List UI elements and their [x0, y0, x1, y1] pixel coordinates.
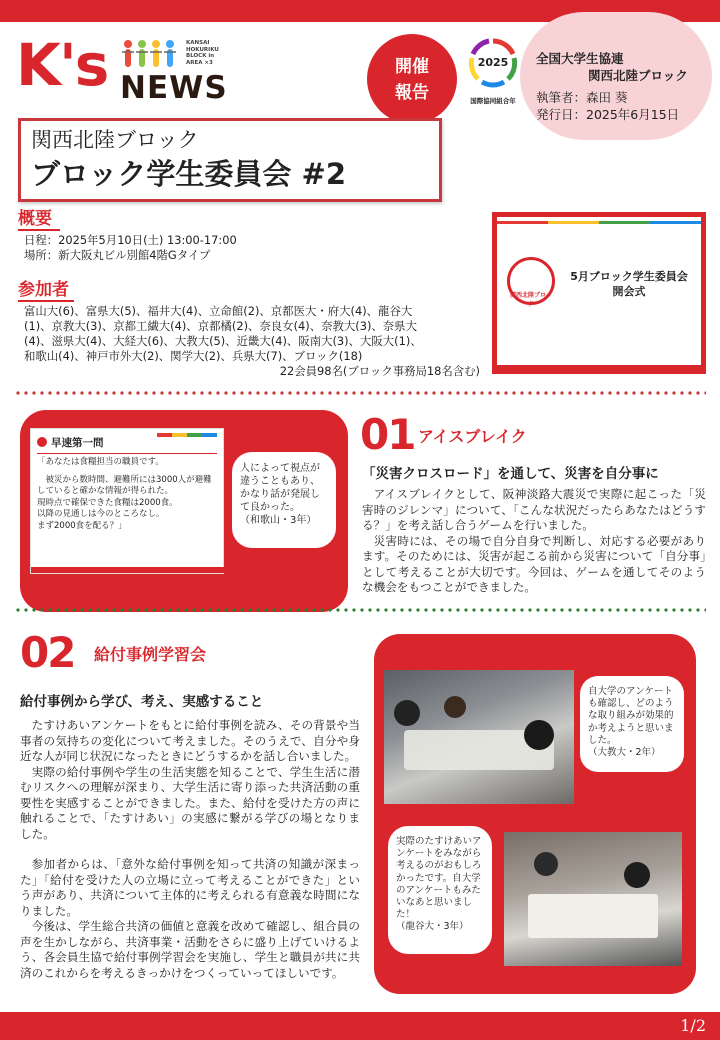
- workshop-photo-2: [504, 832, 682, 966]
- quiz-line: 被災から数時間、避難所には3000人が避難していると確かな情報が得られた。: [37, 474, 212, 496]
- section2-paragraph: たすけあいアンケートをもとに給付事例を読み、その背景や当事者の気持ちの変化について考えました。そのうえで、自分や身近な人が同じ状況になったときにどうするかを話し合いました。: [20, 718, 360, 763]
- section2-paragraph: [20, 842, 360, 857]
- participants-heading-wrap: [18, 280, 74, 302]
- quiz-title-text: 早速第一問: [51, 437, 104, 449]
- quiz-title: [37, 435, 217, 450]
- title-line2: ブロック学生委員会 #2: [31, 157, 346, 191]
- bottom-bar: [0, 1012, 720, 1040]
- expo-year: 2025: [477, 56, 509, 69]
- quiz-line: まず2000食を配る？」: [37, 520, 127, 531]
- participants-line: 富山大(6)、富県大(5)、福井大(4)、立命館(2)、京都医大・府大(4)、龍谷大: [24, 304, 413, 318]
- title-box: [18, 118, 442, 202]
- badge-line1: 開催: [395, 57, 429, 77]
- comment-bubble-1: 人によって視点が違うこともあり、かなり話が発展して良かった。 （和歌山・3年）: [232, 452, 336, 548]
- page-number: 1/2: [680, 1016, 706, 1035]
- slide-canvas: [497, 217, 701, 369]
- photo1-person: [524, 720, 554, 750]
- participants-line: (4)、滋県大(4)、大経大(6)、大教大(5)、近畿大(4)、阪南大(3)、大阪大(1)、: [24, 334, 422, 348]
- section2-subtitle: 給付事例から学び、考え、実感すること: [20, 694, 264, 710]
- quiz-body: [37, 453, 217, 532]
- divider-dots-red: [14, 391, 706, 395]
- section1-paragraph: 災害時には、その場で自分自身で判断し、対応する必要があります。そのためには、災害が起こる前から災害について「自分事」として考えることが大切です。今回は、ゲームを通してそのような機会をもつことができました。: [362, 533, 706, 594]
- badge-line2: 報告: [395, 83, 429, 103]
- overview-details: [24, 233, 464, 263]
- report-badge: [367, 34, 457, 124]
- section1-body: [362, 487, 706, 596]
- overview-place: 場所：新大阪丸ビル別館4階Gタイプ: [24, 248, 211, 262]
- comment-bubble-2: 自大学のアンケートも確認し、どのような取り組みが効果的か考えようと思いました。 （大教大・2年）: [580, 676, 684, 772]
- section1-subtitle: 「災害クロスロード」を通して、災害を自分事に: [362, 466, 659, 482]
- slide-title: [561, 269, 697, 299]
- photo2-person: [534, 852, 558, 876]
- section2-paragraph: 今後は、学生総合共済の価値と意義を改めて確認し、組合員の声を生かしながら、共済事業・活動をさらに盛り上げていけるよう、各会員生協で給付事例学習会を実施し、学生と職員が共に共済のこれからを考えるきっかけをつくっていってほしいです。: [20, 919, 360, 980]
- slide-logo: [507, 257, 555, 308]
- comment-bubble-3: 実際のたすけあいアンケートをみながら考えるのがおもしろかったです。自大学のアンケートもみたいなあと思いました！ （龍谷大・3年）: [388, 826, 492, 954]
- author: 執筆者：森田 葵: [536, 90, 628, 105]
- photo2-person: [624, 862, 650, 888]
- publisher-org: [536, 50, 688, 84]
- issue-date: 発行日：2025年6月15日: [536, 107, 680, 122]
- section1-number: 01: [360, 410, 415, 459]
- section1-paragraph: アイスブレイクとして、阪神淡路大震災で実際に起こった「災害時のジレンマ」について、「こんな状況だったらあなたはどうする？」を考え話し合うゲームを行いました。: [362, 487, 706, 532]
- opening-slide-photo: [492, 212, 706, 374]
- people-logo-icon: [120, 38, 184, 74]
- quiz-line: 以降の見通しは今のところなし。: [37, 509, 165, 519]
- logo-ks: K's: [16, 31, 108, 99]
- photo1-person: [444, 696, 466, 718]
- publisher-meta: [536, 89, 679, 123]
- org-line2: 関西北陸ブロック: [588, 68, 688, 83]
- quiz-footer-bar: [31, 567, 225, 573]
- divider-dots-green: [14, 608, 706, 612]
- slide-logo-caption: 関西北陸ブロック: [510, 292, 552, 308]
- participants-line: 和歌山(4)、神戸市外大(2)、関学大(2)、兵県大(7)、ブロック(18): [24, 349, 363, 363]
- section2-title: 給付事例学習会: [94, 645, 207, 664]
- photo2-table: [528, 894, 658, 938]
- title-line1: 関西北陸ブロック: [31, 128, 199, 152]
- participants-list: [24, 304, 484, 379]
- photo1-person: [394, 700, 420, 726]
- participants-heading: 参加者: [18, 280, 74, 302]
- quiz-slide: [30, 428, 224, 574]
- section2-paragraph: 実際の給付事例や学生の生活実態を知ることで、学生生活に潜むリスクへの理解が深まり、大学生活に寄り添った共済活動の重要性を実感することができました。また、給付を受けた方の声に触れることで、「たすけあい」の実感に繋がる学びの場となりました。: [20, 764, 360, 841]
- expo-caption: 国際協同組合年: [470, 97, 516, 105]
- slide-title-line1: 5月ブロック学生委員会: [570, 270, 688, 283]
- slide-stripe: [497, 221, 701, 224]
- participants-line: (1)、京教大(3)、京都工繊大(4)、京都橘(2)、奈良女(4)、奈教大(3)、奈県大: [24, 319, 417, 333]
- section1-title: アイスブレイク: [418, 427, 527, 446]
- quiz-logo-icon: [37, 437, 47, 447]
- logo-news: NEWS: [120, 70, 228, 106]
- workshop-photo-1: [384, 670, 574, 804]
- section2-paragraph: 参加者からは、「意外な給付事例を知って共済の知識が深まった」「給付を受けた人の立場に立って考えることができた」という声があり、共済について主体的に考えられる有意義な時間になりました。: [20, 857, 360, 918]
- org-line1: 全国大学生協連: [536, 51, 624, 66]
- section2-body: [20, 718, 360, 981]
- quiz-line: 現時点で確保できた食糧は2000食。: [37, 497, 178, 508]
- overview-date: 日程：2025年5月10日(土) 13:00-17:00: [24, 233, 237, 247]
- quiz-line: 「あなたは食糧担当の職員です。: [37, 457, 164, 467]
- section2-number: 02: [20, 628, 75, 677]
- overview-heading: 概要: [18, 209, 60, 231]
- slide-title-line2: 開会式: [612, 285, 646, 298]
- logo-subtext: KANSAI HOKURIKU BLOCK in AREA ×3: [186, 40, 219, 66]
- iyc-2025-emblem: [466, 36, 520, 108]
- participants-total: 22会員98名(ブロック事務局18名含む): [279, 364, 480, 378]
- overview-heading-wrap: [18, 209, 60, 231]
